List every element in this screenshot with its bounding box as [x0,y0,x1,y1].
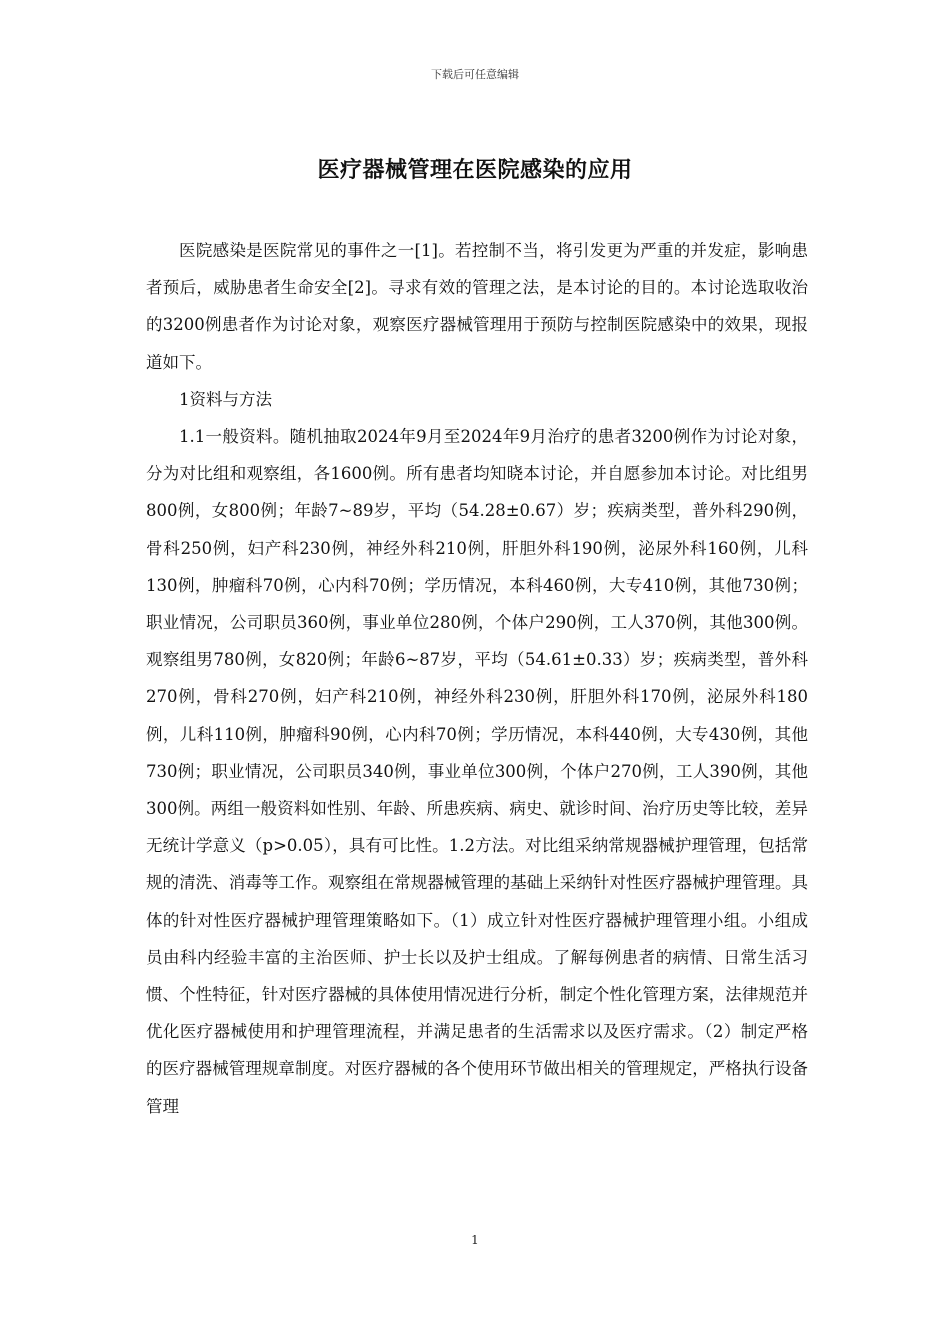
header-note: 下载后可任意编辑 [431,68,519,81]
paragraph-methods: 1.1一般资料。随机抽取2024年9月至2024年9月治疗的患者3200例作为讨论对象，分为对比组和观察组，各1600例。所有患者均知晓本讨论，并自愿参加本讨论。对比组男800例，女800例；年龄7~89岁，平均（54.28±0.67）岁；疾病类型，普外科290例，骨科250例，妇产科230例，神经外科210例，肝胆外科190例，泌尿外科160例，儿科130例，肿瘤科70例，心内科70例；学历情况，本科460例，大专410例，其他730例；职业情况，公司职员360例，事业单位280例，个体户290例，工人370例，其他300例。观察组男780例，女820例；年龄6~87岁，平均（54.61±0.33）岁；疾病类型，普外科270例，骨科270例，妇产科210例，神经外科230例，肝胆外科170例，泌尿外科180例，儿科110例，肿瘤科90例，心内科70例；学历情况，本科440例，大专430例，其他730例；职业情况，公司职员340例，事业单位300例，个体户270例，工人390例，其他300例。两组一般资料如性别、年龄、所患疾病、病史、就诊时间、治疗历史等比较，差异无统计学意义（p>0.05），具有可比性。1.2方法。对比组采纳常规器械护理管理，包括常规的清洗、消毒等工作。观察组在常规器械管理的基础上采纳针对性医疗器械护理管理。具体的针对性医疗器械护理管理策略如下。（1）成立针对性医疗器械护理管理小组。小组成员由科内经验丰富的主治医师、护士长以及护士组成。了解每例患者的病情、日常生活习惯、个性特征，针对医疗器械的具体使用情况进行分析，制定个性化管理方案，法律规范并优化医疗器械使用和护理管理流程，并满足患者的生活需求以及医疗需求。（2）制定严格的医疗器械管理规章制度。对医疗器械的各个使用环节做出相关的管理规定，严格执行设备管理 [146,427,808,1116]
document-title: 医疗器械管理在医院感染的应用 [317,157,633,183]
document-body [146,232,808,1125]
paragraph-intro: 医院感染是医院常见的事件之一[1]。若控制不当，将引发更为严重的并发症，影响患者预后，威胁患者生命安全[2]。寻求有效的管理之法，是本讨论的目的。本讨论选取收治的3200例患者作为讨论对象，观察医疗器械管理用于预防与控制医院感染中的效果，现报道如下。 [146,241,808,372]
page-number: 1 [471,1233,479,1247]
section-heading: 1资料与方法 [179,389,272,409]
